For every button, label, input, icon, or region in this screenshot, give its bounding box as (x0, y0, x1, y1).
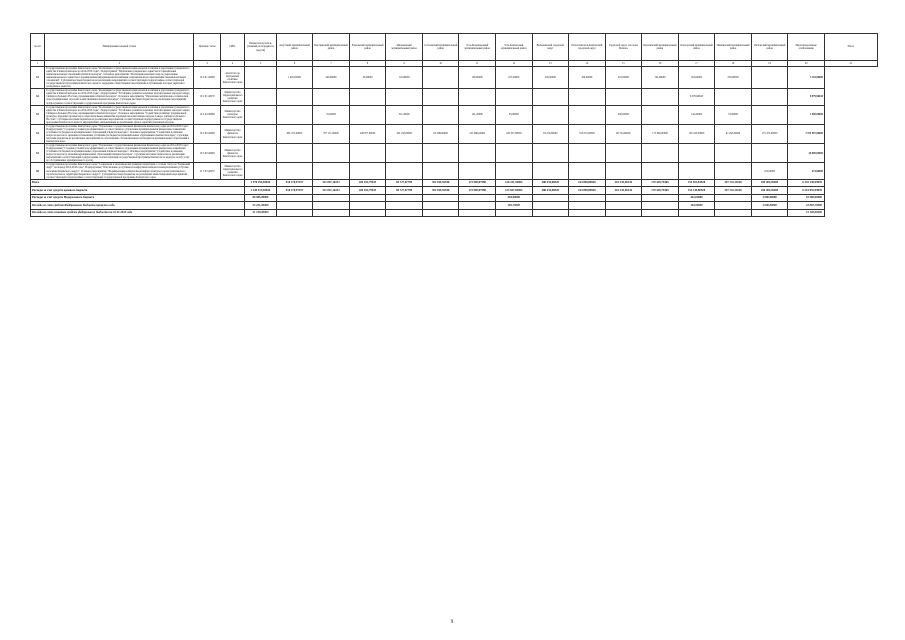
summary-value (313, 202, 350, 210)
summary-value: 60 727,67790 (386, 179, 423, 187)
district-value (642, 105, 679, 124)
column-number: 14 (569, 61, 606, 67)
summary-total: 6 261 852,99039 (788, 187, 825, 195)
district-value: 175 948,00000 (642, 124, 679, 143)
summary-value: 154 149,80928 (678, 187, 715, 195)
summary-value: 126 231,94695 (495, 179, 532, 187)
column-number: 17 (678, 61, 715, 67)
column-header: Усть-Камчатский муниципальный район (495, 34, 532, 61)
table-row (31, 124, 878, 143)
row-number: 63 (31, 105, 45, 124)
district-value (422, 105, 459, 124)
main-manager: Министерство финансов Камчатского края (220, 144, 244, 163)
table-row (31, 67, 878, 89)
summary-value (605, 202, 642, 210)
summary-value (715, 194, 752, 202)
column-number: 12 (495, 61, 532, 67)
program-name: Государственная программа Камчатского края "Управление государственными финансами Камчатского края на 2014-2018 годы". Подпрограмма "Создание условий для эффективного и ответственного управления муниципальными финансами, повышения устойчивости бюджетов муниципальных образований в Камчатском крае". Основное мероприятие "Содействие в решении вопросов местного значения и повышение устойчивости бюджетов муниципальных образований в Камчатском крае". Субсидии местным бюджетам на реализацию мероприятий по обеспечению сбалансированности бюджетов муниципальных образований в Камчатском крае. (45, 124, 194, 143)
summary-value (678, 209, 715, 217)
summary-value (349, 194, 386, 202)
summary-value: 154 591,84928 (678, 179, 715, 187)
district-value (495, 144, 532, 163)
summary-label: Расходы за счет средств краевого бюджета (31, 187, 245, 195)
page-number: 9 (450, 620, 454, 625)
summary-value: 164 098,89690 (569, 179, 606, 187)
summary-value: 261 335,96144 (605, 187, 642, 195)
summary-value (532, 202, 569, 210)
column-header: Городской округ «поселок Палана» (605, 34, 642, 61)
district-value: 165 245,00000 (678, 124, 715, 143)
summary-label: Расходы за счет средств Федерального бюджета (31, 194, 245, 202)
summary-value: 125 847,04695 (495, 187, 532, 195)
summary-total: 43 065,70000 (788, 202, 825, 210)
column-number: 3 (194, 61, 220, 67)
district-value (751, 105, 788, 124)
district-value: 104,00000 (642, 67, 679, 89)
summary-value (313, 194, 350, 202)
program-name: Государственная программа Камчатского края "Управление государственными финансами Камчатского края на 2014-2018 годы". Подпрограмма "Создание условий для эффективного и ответственного управления муниципальными финансами, повышения устойчивости бюджетов муниципальных образований в Камчатском крае". Основное мероприятие "Содействие в решении вопросов местного значения муниципальных образований в Камчатском крае". Субсидии местным бюджетам на реализацию мероприятий соответствующей подпрограммы соответствующей государственной программы Камчатского края (на оплату услуг по обслуживанию муниципального долга). (45, 144, 194, 163)
district-value: 83 276,00000 (532, 124, 569, 143)
district-value: 707 111,00000 (313, 124, 350, 143)
district-value: 100,00000 (569, 67, 606, 89)
district-value (715, 89, 752, 105)
column-header: Олюторский муниципальный район (678, 34, 715, 61)
summary-value (349, 209, 386, 217)
district-value (245, 67, 276, 89)
summary-value: 170 436,79465 (642, 179, 679, 187)
column-number: 13 (532, 61, 569, 67)
district-value (715, 144, 752, 163)
summary-value: 488 435,08526 (532, 179, 569, 187)
district-value: 167,00000 (495, 67, 532, 89)
district-value: 161,20000 (459, 105, 496, 124)
column-number: 16 (642, 61, 679, 67)
summary-value (642, 194, 679, 202)
summary-value (605, 194, 642, 202)
column-number: 5 (245, 61, 276, 67)
summary-value (532, 194, 569, 202)
summary-value: 164 098,89690 (569, 187, 606, 195)
district-value: 222,00000 (605, 67, 642, 89)
summary-value: 297 232,11628 (715, 179, 752, 187)
summary-value (386, 202, 423, 210)
column-number: 4 (220, 61, 244, 67)
summary-value (495, 209, 532, 217)
row-total: 30 000,00000 (788, 144, 825, 163)
table-row (31, 144, 878, 163)
summary-row (31, 179, 878, 187)
district-value (642, 89, 679, 105)
column-number: 11 (459, 61, 496, 67)
summary-value: 170 436,79465 (642, 187, 679, 195)
summary-label: Всего (31, 179, 245, 187)
row-total: 3 575 997,00000 (788, 124, 825, 143)
district-value (245, 89, 276, 105)
summary-value (715, 209, 752, 217)
row-number: 65 (31, 144, 45, 163)
district-value (642, 144, 679, 163)
district-value: 340,00000 (605, 105, 642, 124)
district-value (245, 124, 276, 143)
row-total: 3 193,00000 (788, 67, 825, 89)
summary-value (422, 194, 459, 202)
summary-value: 297 232,11628 (715, 187, 752, 195)
district-value (276, 89, 313, 105)
summary-value: 183,70000 (495, 202, 532, 210)
district-value (386, 144, 423, 163)
summary-value: 392 949,92946 (422, 187, 459, 195)
district-value: 53,40000 (715, 105, 752, 124)
summary-value (569, 194, 606, 202)
row-total: 474,00000 (788, 163, 825, 179)
column-header: Мильковский муниципальный район (386, 34, 423, 61)
district-value: 8 979,96618 (678, 89, 715, 105)
column-number: 8 (349, 61, 386, 67)
header-row (31, 34, 878, 61)
district-value (276, 144, 313, 163)
district-value (245, 144, 276, 163)
summary-value: 2 449 913,83826 (245, 187, 276, 195)
column-header: Нераспределенные ассигнования (788, 34, 825, 61)
column-header: Усть-Большерецкий муниципальный район (459, 34, 496, 61)
district-value: 474,00000 (751, 163, 788, 179)
summary-value: 918 170,97297 (276, 179, 313, 187)
row-number: 64 (31, 124, 45, 143)
main-manager: Министерство территориального развития Камчатского края (220, 163, 244, 179)
district-value: 32,00000 (313, 105, 350, 124)
district-value (245, 105, 276, 124)
summary-value (751, 209, 788, 217)
summary-value: 284 182,79933 (349, 179, 386, 187)
district-value (313, 89, 350, 105)
summary-value: 173 900,87588 (459, 179, 496, 187)
summary-total: 31 100,00000 (788, 209, 825, 217)
summary-value: 173 900,87588 (459, 187, 496, 195)
column-header: Елизовский муниципальный район (349, 34, 386, 61)
district-value: 110,00000 (386, 67, 423, 89)
district-value (678, 163, 715, 179)
column-number: 1 (31, 61, 45, 67)
summary-value: 321 847,16233 (313, 179, 350, 187)
main-manager: Агентство по внутренней политике Камчатского края (220, 67, 244, 89)
district-value: 1 005,00000 (276, 67, 313, 89)
column-header: Петропавловск-Камчатский городской округ (569, 34, 606, 61)
target-code: 10 3 01 40060 (194, 67, 220, 89)
summary-value (422, 202, 459, 210)
summary-row (31, 194, 878, 202)
summary-value: 86 985,00000 (245, 194, 276, 202)
district-value (532, 163, 569, 179)
main-manager: Министерство финансов Камчатского края (220, 124, 244, 143)
column-number: 10 (422, 61, 459, 67)
district-value (459, 163, 496, 179)
summary-value: 3 000,00000 (751, 194, 788, 202)
row-number: 66 (31, 163, 45, 179)
column-number: 21 (824, 61, 877, 67)
column-number: 19 (751, 61, 788, 67)
district-value (459, 89, 496, 105)
summary-value: 442,04000 (678, 194, 715, 202)
district-value (349, 89, 386, 105)
district-value: 65 288,00000 (422, 124, 459, 143)
summary-value: 384,90000 (495, 194, 532, 202)
summary-label: Расходы за счет остатков средств федерального бюджета на 01.01.2016 года (31, 209, 245, 217)
summary-value (569, 202, 606, 210)
table-row (31, 89, 878, 105)
district-value (532, 105, 569, 124)
district-value: 175 472,00000 (751, 124, 788, 143)
main-manager: Министерство территориального развития Камчатского края (220, 89, 244, 105)
summary-value: 102,00000 (678, 202, 715, 210)
program-name: Государственная программа Камчатского края "Социальная и экономическая развитие территории с особым статусом "Корякский округ" на период 2014-2018 годы". Подпрограмма "Обеспечение доступным и комфортным жильем и коммунальными услугами населения Корякского округа". Основное мероприятие "Формирование коммунальной инфраструктуры в целях комплексного строительства на территории Корякского округа". Субсидии местным бюджетам на реализацию инвестиционных мероприятий соответствующей подпрограммы соответствующей государственной программы Камчатского края. (45, 163, 194, 179)
district-value: 66 704,00000 (605, 124, 642, 143)
district-value (678, 144, 715, 163)
district-value: 248 057,00000 (349, 124, 386, 143)
district-value (605, 163, 642, 179)
summary-value (715, 202, 752, 210)
district-value: 961 251,00000 (276, 124, 313, 143)
district-value (569, 144, 606, 163)
district-value (313, 163, 350, 179)
district-value (495, 89, 532, 105)
column-header: Наименование целевой статьи (45, 34, 194, 61)
summary-value: 2 570 294,83826 (245, 179, 276, 187)
target-code: 19 3 00 40060 (194, 124, 220, 143)
district-value (605, 144, 642, 163)
summary-value (569, 209, 606, 217)
district-value: 190,00000 (459, 67, 496, 89)
summary-value: 488 435,08526 (532, 187, 569, 195)
summary-value (276, 194, 313, 202)
district-value (642, 163, 679, 179)
district-value (751, 89, 788, 105)
summary-value (459, 209, 496, 217)
column-header: № п/п (31, 34, 45, 61)
summary-total: 6 335 230,99039 (788, 179, 825, 187)
summary-value (276, 209, 313, 217)
district-value: 440,00000 (313, 67, 350, 89)
district-value: 162 158,00000 (386, 124, 423, 143)
district-value (751, 144, 788, 163)
district-value: 163,00000 (678, 67, 715, 89)
summary-value (422, 209, 459, 217)
column-number: 2 (45, 61, 194, 67)
target-code: 10 2 04 40060 (194, 105, 220, 124)
column-header: Целевая статья (194, 34, 220, 61)
summary-value: 3 000,00000 (751, 202, 788, 210)
column-header: Соболевский муниципальный район (422, 34, 459, 61)
summary-value (459, 202, 496, 210)
district-value: 250,00000 (715, 67, 752, 89)
table-body (31, 34, 878, 217)
summary-value (605, 209, 642, 217)
summary-value: 189 404,49485 (751, 179, 788, 187)
summary-value: 33 251,00000 (245, 202, 276, 210)
summary-value: 31 100,00000 (245, 209, 276, 217)
table-row (31, 163, 878, 179)
program-name: Государственная программа Камчатского края "Реализация государственной национальной политики и укрепление гражданского единства в Камчатском крае на 2014-2018 годы". Подпрограмма "Укрепление гражданского единства и гармонизация межнациональных отношений в Камчатском крае". Основное мероприятие "Реализация комплекса мер по укреплению межнационального единства и формирования информационной кампании, направленной на гармонизацию межнациональных отношений". Субсидии местным бюджетам на реализацию мероприятий соответствующей подпрограммы соответствующей государственной программы Камчатского края по поддержке общественных мероприятий и публикаций, которые укрепляют гражданское единство (45, 67, 194, 89)
district-value: 313 072,00000 (569, 124, 606, 143)
district-value: 97 295,00000 (715, 124, 752, 143)
column-header: Тигильский муниципальный район (751, 34, 788, 61)
row-number: 62 (31, 89, 45, 105)
column-number: 20 (788, 61, 825, 67)
district-value (276, 105, 313, 124)
column-header: Карагинский муниципальный район (642, 34, 679, 61)
column-header: Быстринский муниципальный район (313, 34, 350, 61)
summary-value (313, 209, 350, 217)
district-value (422, 163, 459, 179)
table-row (31, 105, 878, 124)
target-code: 21 3 03 40070 (194, 163, 220, 179)
summary-value (386, 209, 423, 217)
district-value (349, 144, 386, 163)
summary-value: 392 949,92946 (422, 179, 459, 187)
district-value (313, 144, 350, 163)
summary-value (642, 209, 679, 217)
summary-row (31, 209, 878, 217)
summary-value: 918 170,97297 (276, 187, 313, 195)
district-value (422, 67, 459, 89)
summary-value: 321 847,16233 (313, 187, 350, 195)
column-number: 18 (715, 61, 752, 67)
row-number: 61 (31, 67, 45, 89)
district-value (422, 144, 459, 163)
district-value (532, 89, 569, 105)
district-value: 142,20000 (678, 105, 715, 124)
summary-value: 60 727,67790 (386, 187, 423, 195)
district-value (276, 163, 313, 179)
budget-distribution-table (30, 33, 878, 217)
district-value: 311,20000 (386, 105, 423, 124)
column-number: 9 (386, 61, 423, 67)
row-total: 1 090,90000 (788, 105, 825, 124)
column-number: 6 (276, 61, 313, 67)
summary-row (31, 202, 878, 210)
column-header: Бюджетополучатель (главный распорядитель средств) (245, 34, 276, 61)
district-value: 225 996,00000 (459, 124, 496, 143)
main-manager: Министерство культуры Камчатского края (220, 105, 244, 124)
district-value: 40,00000 (349, 67, 386, 89)
budget-table-sheet (30, 33, 878, 217)
summary-value (386, 194, 423, 202)
district-value (569, 89, 606, 105)
target-code: 10 2 01 40070 (194, 89, 220, 105)
district-value (751, 67, 788, 89)
district-value: 35,00000 (495, 105, 532, 124)
district-value (386, 163, 423, 179)
column-header: Пенжинский муниципальный район (715, 34, 752, 61)
summary-value: 261 335,96144 (605, 179, 642, 187)
district-value (532, 144, 569, 163)
district-value (495, 163, 532, 179)
district-value (569, 105, 606, 124)
program-name: Государственная программа Камчатского края "Реализация государственной национальной политики и укрепление гражданского единства в Камчатском крае на 2014-2018 годы". Подпрограмма "Устойчивое развитие коренных малочисленных народов Севера, Сибири и Дальнего Востока, проживающих в Камчатском крае". Основное мероприятие "Содействие развитию традиционной культуры, народных промыслов и образовательных инициатив коренных малочисленных народов Севера, Сибири и Дальнего Востока". Субсидии местным бюджетам на реализацию мероприятий соответствующей подпрограммы и государственной программы Камчатского края по мероприятиям, направленным на реализацию прав и гарантий указанных народов. (45, 105, 194, 124)
summary-value (276, 202, 313, 210)
district-value (605, 89, 642, 105)
column-number: 15 (605, 61, 642, 67)
district-value (715, 163, 752, 179)
district-value: 160 327,00000 (495, 124, 532, 143)
district-value (349, 163, 386, 179)
column-header: Итого (824, 34, 877, 61)
summary-total: 92 580,00000 (788, 194, 825, 202)
row-total: 8 979,96618 (788, 89, 825, 105)
district-value (349, 105, 386, 124)
column-header: Алеутский муниципальный район (276, 34, 313, 61)
summary-value (349, 202, 386, 210)
column-number: 7 (313, 61, 350, 67)
summary-value (642, 202, 679, 210)
target-code: 19 3 00 40060 (194, 144, 220, 163)
district-value (386, 89, 423, 105)
district-value (569, 163, 606, 179)
column-header: Вилючинский городской округ (532, 34, 569, 61)
column-header: ГРБС (220, 34, 244, 61)
summary-row (31, 187, 878, 195)
district-value (245, 163, 276, 179)
district-value: 245,00000 (532, 67, 569, 89)
district-value (459, 144, 496, 163)
summary-value (532, 209, 569, 217)
summary-label: Расходы за счет средств Федерального бюджета прошлого года (31, 202, 245, 210)
summary-value (459, 194, 496, 202)
summary-value: 186 404,49485 (751, 187, 788, 195)
district-value (422, 89, 459, 105)
program-name: Государственная программа Камчатского края "Реализация государственной национальной политики и укрепление гражданского единства в Камчатском крае на 2014-2018 годы". Подпрограмма "Устойчивое развитие коренных малочисленных народов Севера, Сибири и Дальнего Востока, проживающих в Камчатском крае". Основное мероприятие "Укрепление материально-технической базы традиционных отраслей хозяйствования в Камчатском крае". Субсидии местным бюджетам на реализацию мероприятий подпрограммы соответствующей государственной программы Камчатского края. (45, 89, 194, 105)
summary-value: 284 182,79933 (349, 187, 386, 195)
